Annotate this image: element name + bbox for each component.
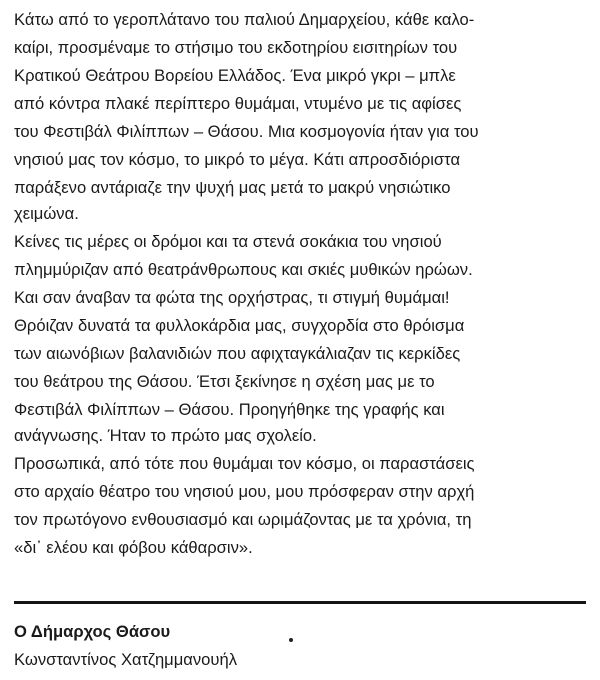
text-line-9: Κείνες τις μέρες οι δρόμοι και τα στενά σοκάκια του νησιού bbox=[14, 232, 442, 251]
signature-role: Ο Δήμαρχος Θάσου bbox=[14, 622, 171, 641]
signature-divider bbox=[14, 601, 586, 604]
text-line-8: χειμώνα. bbox=[14, 204, 79, 223]
text-line-19: τον πρωτόγονο ενθουσιασμό και ωριμάζοντας με τα χρόνια, τη bbox=[14, 510, 472, 529]
text-line-18: στο αρχαίο θέατρο του νησιού μου, μου πρόσφεραν στην αρχή bbox=[14, 482, 475, 501]
print-speck bbox=[289, 638, 293, 642]
text-line-14: του θεάτρου της Θάσου. Έτσι ξεκίνησε η σχέση μας με το bbox=[14, 372, 435, 391]
text-line-11: Και σαν άναβαν τα φώτα της ορχήστρας, τι στιγμή θυμάμαι! bbox=[14, 288, 450, 307]
text-line-20: «δι᾽ ελέου και φόβου κάθαρσιν». bbox=[14, 538, 253, 557]
text-line-12: Θρόιζαν δυνατά τα φυλλοκάρδια μας, συγχορδία στο θρόισμα bbox=[14, 316, 465, 335]
text-line-2: καίρι, προσμέναμε το στήσιμο του εκδοτηρίου εισιτηρίων του bbox=[14, 38, 458, 57]
text-line-13: των αιωνόβιων βαλανιδιών που αφιχταγκάλιαζαν τις κερκίδες bbox=[14, 344, 461, 363]
text-line-1: Κάτω από το γεροπλάτανο του παλιού Δημαρχείου, κάθε καλο- bbox=[14, 10, 475, 29]
signature-name: Κωνσταντίνος Χατζημμανουήλ bbox=[14, 650, 238, 669]
text-line-17: Προσωπικά, από τότε που θυμάμαι τον κόσμο, οι παραστάσεις bbox=[14, 454, 475, 473]
text-line-3: Κρατικού Θεάτρου Βορείου Ελλάδος. Ένα μικρό γκρι – μπλε bbox=[14, 66, 456, 85]
text-line-7: παράξενο αντάριαζε την ψυχή μας μετά το μακρύ νησιώτικο bbox=[14, 178, 451, 197]
text-line-10: πλημμύριζαν από θεατράνθρωπους και σκιές μυθικών ηρώων. bbox=[14, 260, 473, 279]
text-line-16: ανάγνωσης. Ήταν το πρώτο μας σχολείο. bbox=[14, 426, 317, 445]
text-line-4: από κόντρα πλακέ περίπτερο θυμάμαι, ντυμένο με τις αφίσες bbox=[14, 94, 462, 113]
text-line-5: του Φεστιβάλ Φιλίππων – Θάσου. Μια κοσμογονία ήταν για του bbox=[14, 122, 479, 141]
text-line-15: Φεστιβάλ Φιλίππων – Θάσου. Προηγήθηκε της γραφής και bbox=[14, 400, 445, 419]
text-line-6: νησιού μας τον κόσμο, το μικρό το μέγα. Κάτι απροσδιόριστα bbox=[14, 150, 461, 169]
